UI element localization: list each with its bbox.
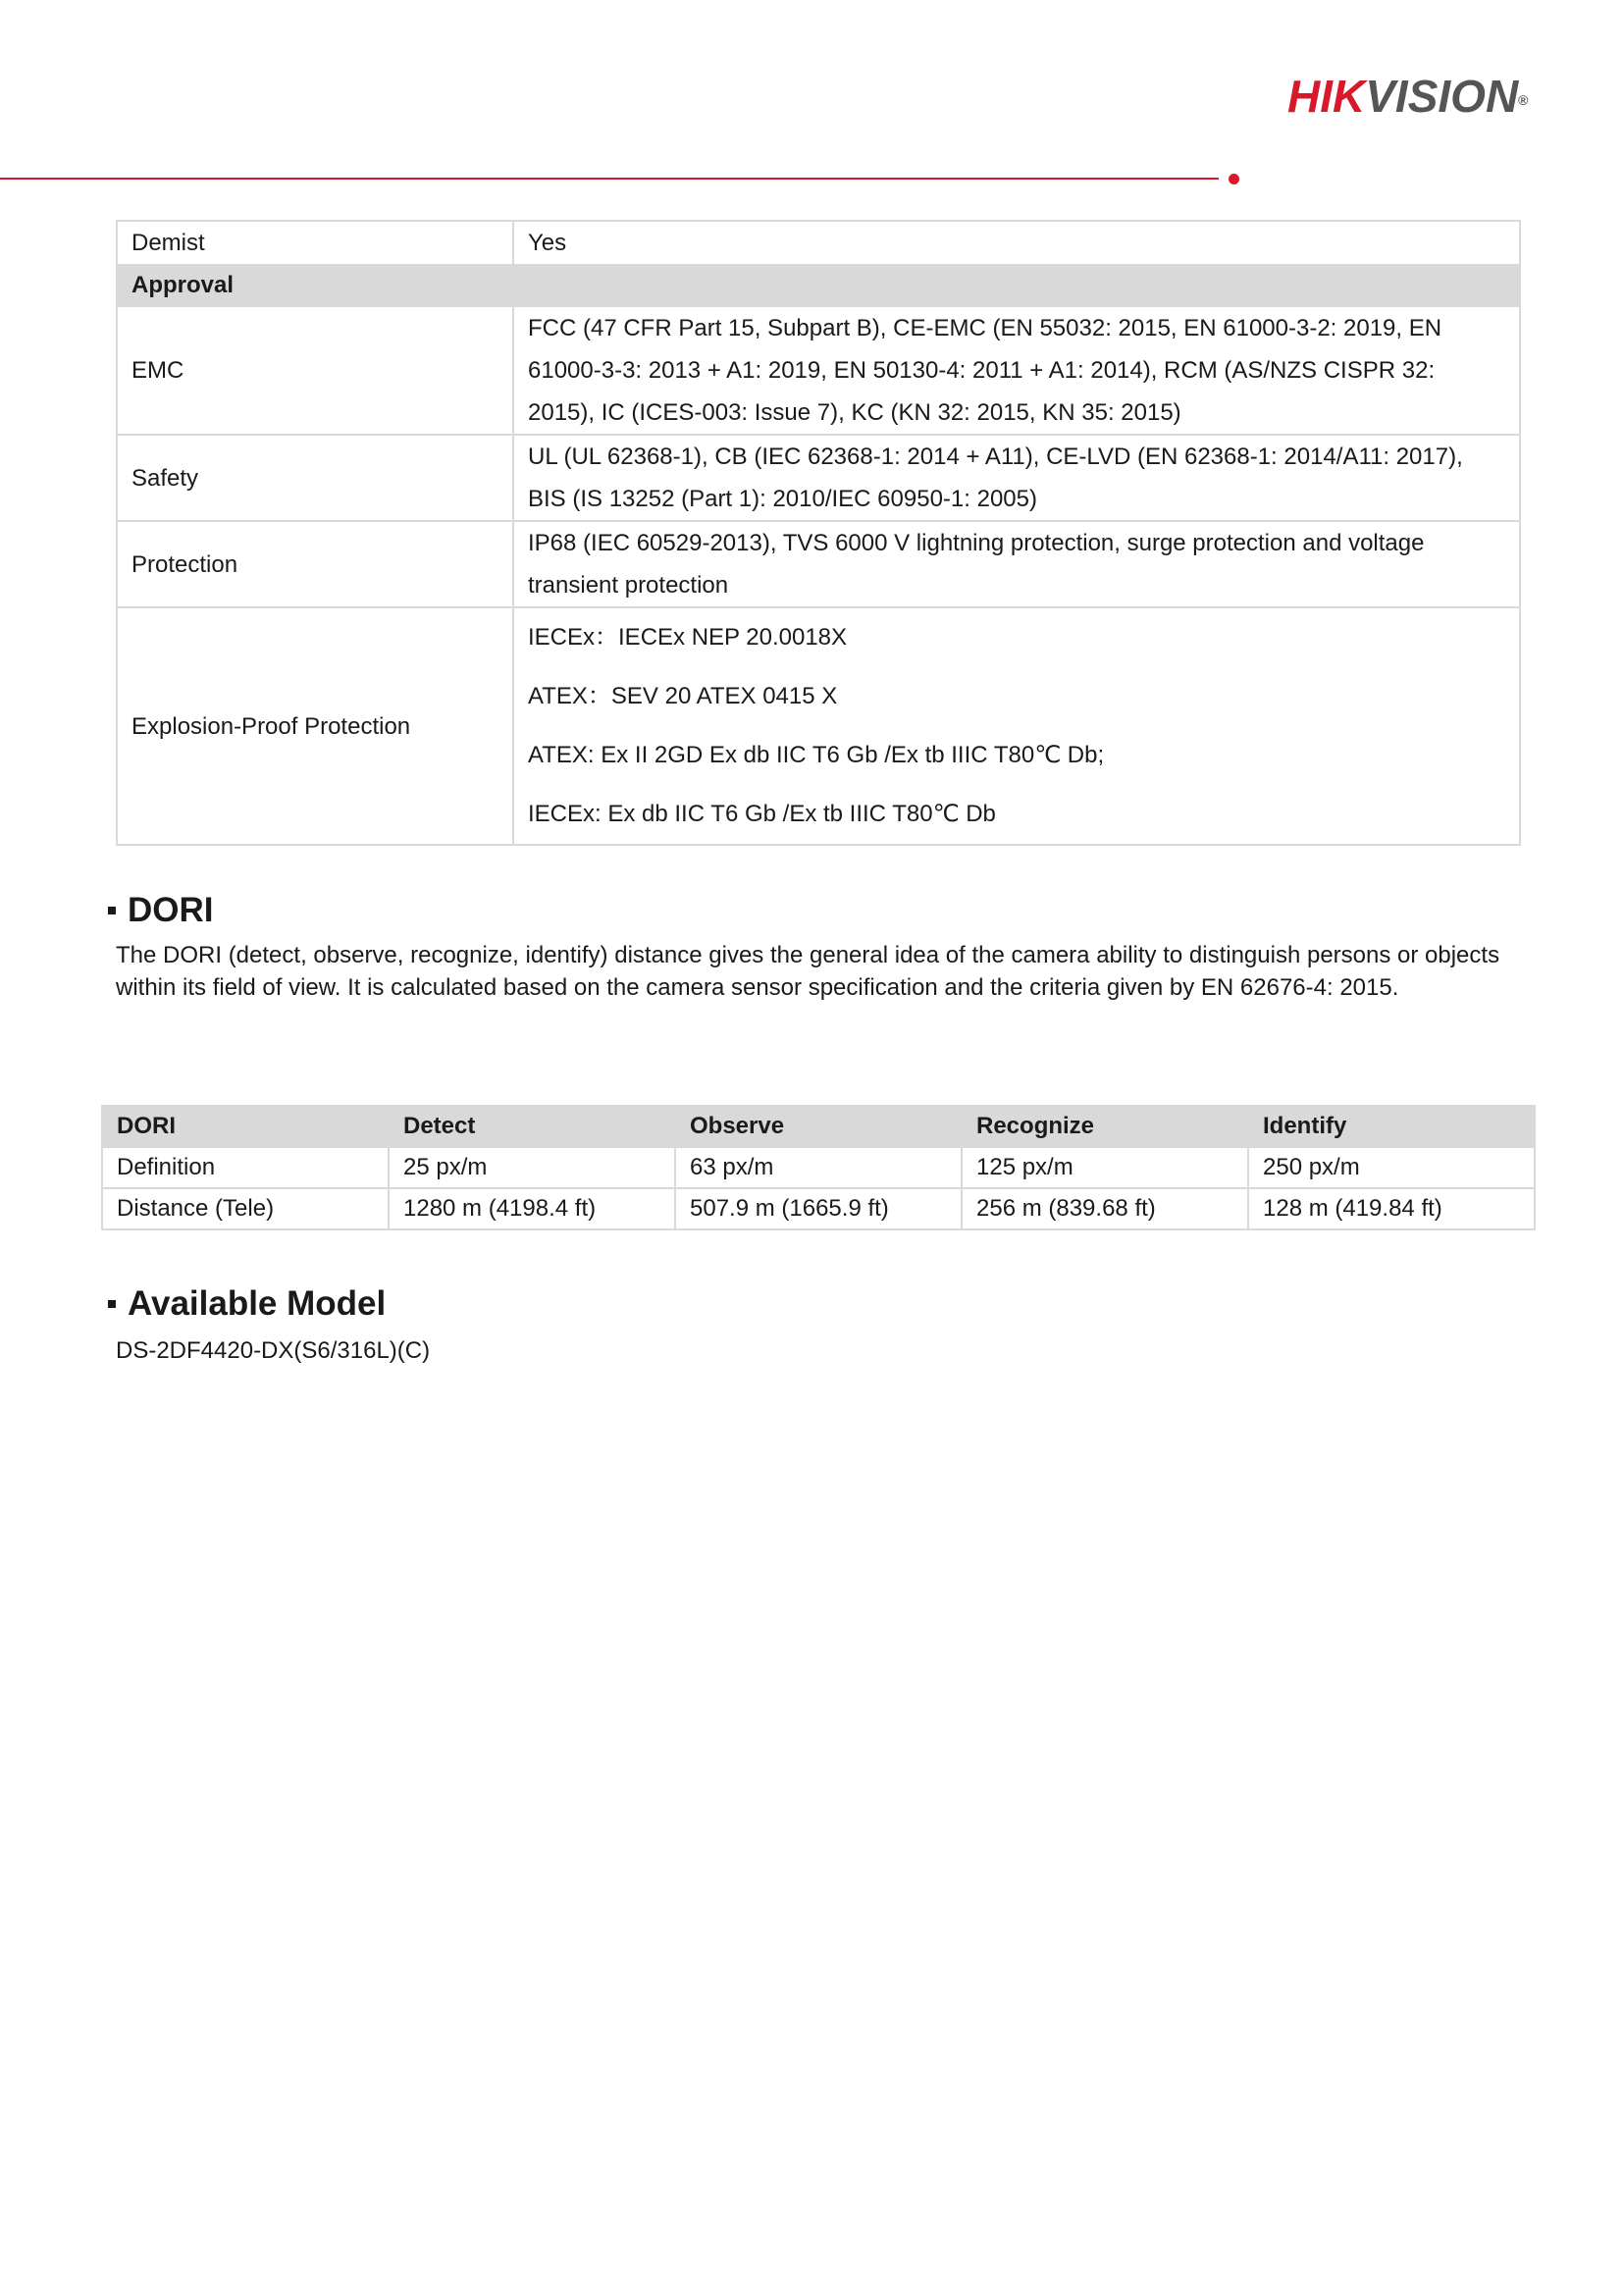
- dori-table: [101, 1105, 1536, 1230]
- dori-header-cell: DORI: [102, 1106, 389, 1147]
- spec-section-approval-label: Approval: [117, 265, 1520, 306]
- spec-value-emc-line: FCC (47 CFR Part 15, Subpart B), CE-EMC (EN 55032: 2015, EN 61000-3-2: 2019, EN: [528, 315, 1442, 341]
- dori-header-cell: Identify: [1248, 1106, 1535, 1147]
- specification-table: [116, 220, 1521, 846]
- spec-value-protection: [513, 521, 1520, 607]
- spec-value-emc: [513, 306, 1520, 435]
- dori-description: The DORI (detect, observe, recognize, identify) distance gives the general idea of the camera ability to distinguish persons or objects within its field of view. It is calculated based on the camera sensor specification and the criteria given by EN 62676-4: 2015.: [116, 942, 1500, 1001]
- spec-value-explosion-line: ATEX：SEV 20 ATEX 0415 X: [528, 683, 838, 709]
- dori-cell: 25 px/m: [389, 1147, 675, 1188]
- spec-row-safety: [117, 435, 1520, 521]
- spec-row-protection: [117, 521, 1520, 607]
- spec-value-explosion-line: ATEX: Ex II 2GD Ex db IIC T6 Gb /Ex tb IIIC T80℃ Db;: [528, 742, 1105, 768]
- spec-value-safety: [513, 435, 1520, 521]
- hikvision-logo: [1287, 71, 1562, 122]
- spec-section-approval: [117, 265, 1520, 306]
- spec-value-emc-line: 2015), IC (ICES-003: Issue 7), KC (KN 32: 2015, KN 35: 2015): [528, 399, 1181, 426]
- dori-cell: Distance (Tele): [102, 1188, 389, 1229]
- spec-key-explosion-proof: Explosion-Proof Protection: [117, 607, 513, 845]
- dori-cell: 250 px/m: [1248, 1147, 1535, 1188]
- spec-key-protection: Protection: [117, 521, 513, 607]
- dori-table-row-distance: [102, 1188, 1535, 1229]
- dori-cell: 128 m (419.84 ft): [1248, 1188, 1535, 1229]
- dori-cell: 1280 m (4198.4 ft): [389, 1188, 675, 1229]
- header-divider-line: [0, 178, 1219, 180]
- dori-header-cell: Detect: [389, 1106, 675, 1147]
- spec-key-emc: EMC: [117, 306, 513, 435]
- spec-value-emc-line: 61000-3-3: 2013 + A1: 2019, EN 50130-4: 2011 + A1: 2014), RCM (AS/NZS CISPR 32:: [528, 357, 1436, 384]
- spec-value-explosion-proof: [513, 607, 1520, 845]
- dori-heading-text: DORI: [128, 891, 214, 929]
- available-model-heading: [108, 1283, 386, 1325]
- logo-text-vision: VISION: [1365, 71, 1519, 122]
- spec-value-protection-line: IP68 (IEC 60529-2013), TVS 6000 V lightning protection, surge protection and voltage: [528, 530, 1425, 556]
- dori-header-cell: Recognize: [962, 1106, 1248, 1147]
- available-model-heading-text: Available Model: [128, 1284, 387, 1323]
- dori-cell: 507.9 m (1665.9 ft): [675, 1188, 962, 1229]
- spec-value-safety-line: BIS (IS 13252 (Part 1): 2010/IEC 60950-1: 2005): [528, 486, 1037, 512]
- dori-table-header-row: [102, 1106, 1535, 1147]
- heading-bullet-icon: [108, 907, 116, 914]
- dori-header-cell: Observe: [675, 1106, 962, 1147]
- spec-row-explosion-proof: [117, 607, 1520, 845]
- header-divider-dot: [1229, 174, 1239, 184]
- spec-value-protection-line: transient protection: [528, 572, 729, 599]
- dori-table-row-definition: [102, 1147, 1535, 1188]
- spec-key-safety: Safety: [117, 435, 513, 521]
- spec-value-safety-line: UL (UL 62368-1), CB (IEC 62368-1: 2014 + A11), CE-LVD (EN 62368-1: 2014/A11: 2017),: [528, 444, 1463, 470]
- dori-cell: 63 px/m: [675, 1147, 962, 1188]
- spec-value-demist: Yes: [513, 221, 1520, 265]
- available-model-name: DS-2DF4420-DX(S6/316L)(C): [116, 1337, 431, 1364]
- spec-key-demist: Demist: [117, 221, 513, 265]
- dori-cell: Definition: [102, 1147, 389, 1188]
- logo-text-hik: HIK: [1287, 71, 1366, 122]
- spec-value-explosion-line: IECEx：IECEx NEP 20.0018X: [528, 624, 848, 651]
- logo-registered-mark: ®: [1518, 92, 1529, 108]
- spec-row-demist: [117, 221, 1520, 265]
- spec-row-emc: [117, 306, 1520, 435]
- dori-cell: 256 m (839.68 ft): [962, 1188, 1248, 1229]
- heading-bullet-icon: [108, 1300, 116, 1308]
- dori-cell: 125 px/m: [962, 1147, 1248, 1188]
- dori-heading: [108, 890, 214, 931]
- spec-value-explosion-line: IECEx: Ex db IIC T6 Gb /Ex tb IIIC T80℃ Db: [528, 801, 996, 827]
